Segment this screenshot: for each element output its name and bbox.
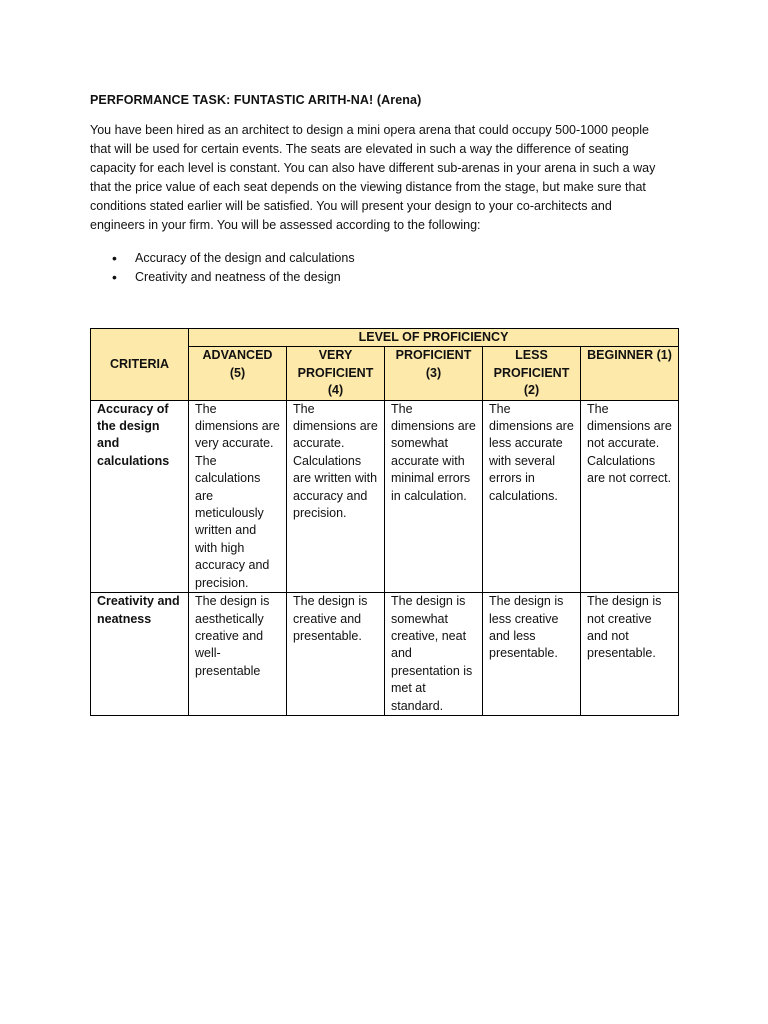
criterion-cell: Accuracy of the design and calculations bbox=[91, 400, 189, 592]
table-row bbox=[91, 400, 679, 592]
list-item-text: Creativity and neatness of the design bbox=[135, 270, 341, 284]
level-header-less-proficient: LESS PROFICIENT (2) bbox=[483, 347, 581, 400]
descriptor-cell: The design is somewhat creative, neat and presentation is met at standard. bbox=[385, 593, 483, 716]
descriptor-cell: The dimensions are less accurate with several errors in calculations. bbox=[483, 400, 581, 592]
bullet-icon: • bbox=[112, 269, 117, 285]
table-header-row bbox=[91, 329, 679, 347]
list-item-text: Accuracy of the design and calculations bbox=[135, 251, 355, 265]
descriptor-cell: The dimensions are very accurate. The calculations are meticulously written and with high accuracy and precision. bbox=[189, 400, 287, 592]
rubric-table bbox=[90, 328, 679, 716]
table-row bbox=[91, 593, 679, 716]
criteria-header: CRITERIA bbox=[91, 329, 189, 401]
descriptor-cell: The design is not creative and not presentable. bbox=[581, 593, 679, 716]
descriptor-cell: The dimensions are somewhat accurate with minimal errors in calculation. bbox=[385, 400, 483, 592]
assessment-list bbox=[90, 249, 650, 287]
bullet-icon: • bbox=[112, 250, 117, 266]
level-header-advanced: ADVANCED (5) bbox=[189, 347, 287, 400]
criterion-cell: Creativity and neatness bbox=[91, 593, 189, 716]
list-item bbox=[90, 249, 650, 268]
descriptor-cell: The design is aesthetically creative and well-presentable bbox=[189, 593, 287, 716]
descriptor-cell: The design is creative and presentable. bbox=[287, 593, 385, 716]
level-of-proficiency-header: LEVEL OF PROFICIENCY bbox=[189, 329, 679, 347]
level-header-beginner: BEGINNER (1) bbox=[581, 347, 679, 400]
level-header-proficient: PROFICIENT (3) bbox=[385, 347, 483, 400]
page-title: PERFORMANCE TASK: FUNTASTIC ARITH-NA! (Arena) bbox=[90, 93, 422, 107]
intro-paragraph: You have been hired as an architect to design a mini opera arena that could occupy 500-1000 people that will be used for certain events. The seats are elevated in such a way the difference of seating capacity for each level is constant. You can also have different sub-arenas in your arena in such a way that the price value of each seat depends on the viewing distance from the stage, but make sure that conditions stated earlier will be satisfied. You will present your design to your co-architects and engineers in your firm. You will be assessed according to the following: bbox=[90, 123, 656, 232]
level-header-very-proficient: VERY PROFICIENT (4) bbox=[287, 347, 385, 400]
descriptor-cell: The design is less creative and less presentable. bbox=[483, 593, 581, 716]
descriptor-cell: The dimensions are accurate. Calculations are written with accuracy and precision. bbox=[287, 400, 385, 592]
list-item bbox=[90, 268, 650, 287]
descriptor-cell: The dimensions are not accurate. Calculations are not correct. bbox=[581, 400, 679, 592]
